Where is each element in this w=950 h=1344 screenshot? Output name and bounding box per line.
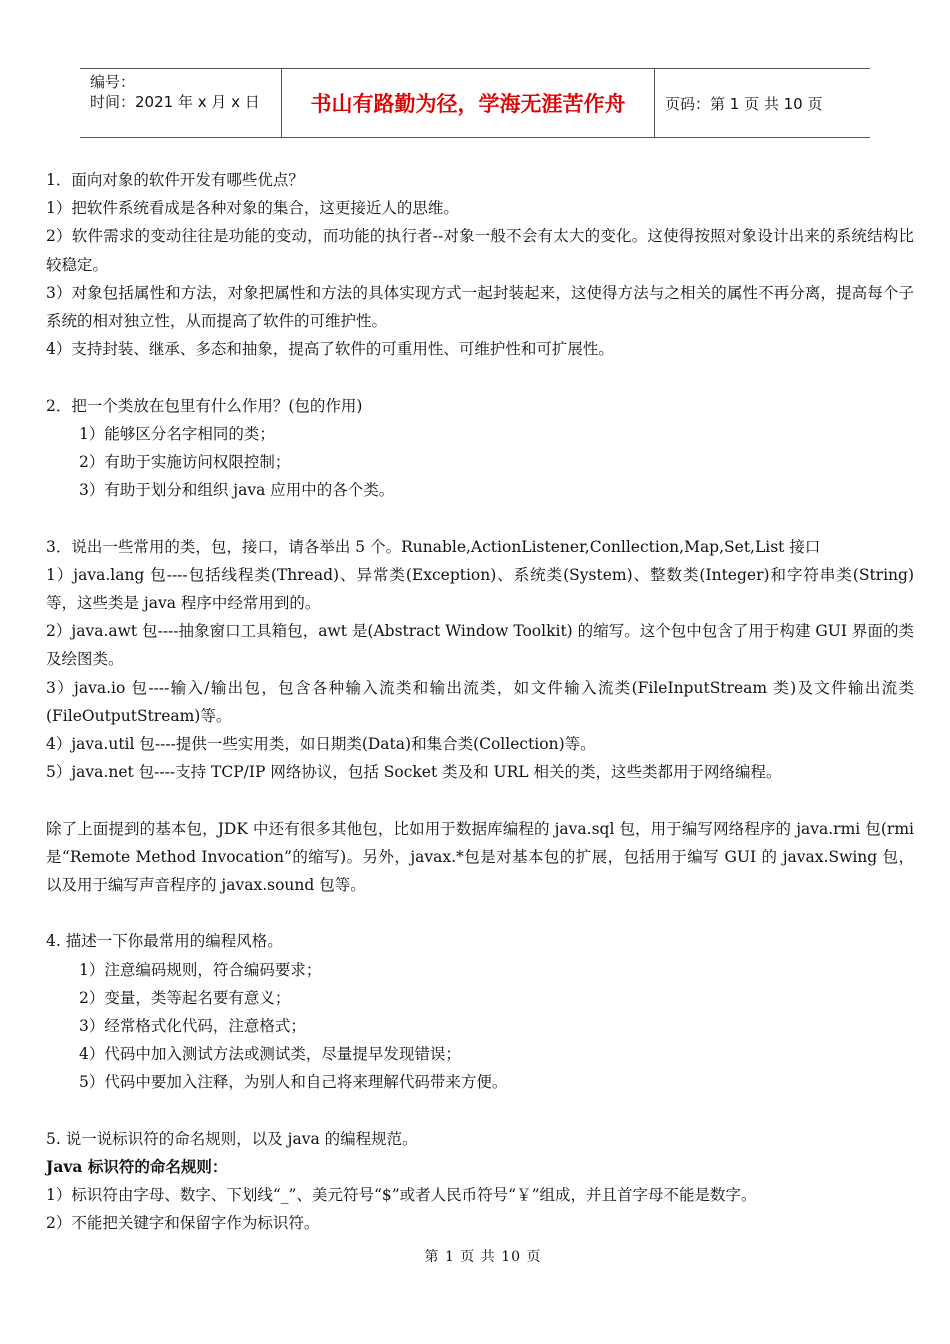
- q3-item: 1）java.lang 包----包括线程类(Thread)、异常类(Exception)、系统类(System)、整数类(Integer)和字符串类(String)等，这些类是 java 程序中经常用到的。: [46, 565, 914, 613]
- q4-item: 1）注意编码规则，符合编码要求；: [79, 960, 322, 979]
- q2-item: 1）能够区分名字相同的类；: [79, 424, 275, 443]
- header-meta: [80, 69, 282, 137]
- q5-title: 5. 说一说标识符的命名规则，以及 java 的编程规范。: [46, 1129, 418, 1148]
- q3-item: 4）java.util 包----提供一些实用类，如日期类(Data)和集合类(Collection)等。: [46, 735, 596, 754]
- q5-subtitle: [46, 1153, 914, 1181]
- page-header: [80, 68, 870, 138]
- q1-title: 1．面向对象的软件开发有哪些优点？: [46, 171, 304, 189]
- q3-item: 2）java.awt 包----抽象窗口工具箱包，awt 是(Abstract Window Toolkit) 的缩写。这个包中包含了用于构建 GUI 界面的类及绘图类。: [46, 622, 914, 669]
- q3-item: 3）java.io 包----输入/输出包，包含各种输入流类和输出流类，如文件输入流类(FileInputStream 类)及文件输出流类(FileOutputStream)等。: [46, 678, 914, 725]
- q4-title: 4. 描述一下你最常用的编程风格。: [46, 932, 283, 951]
- q3-title: 3．说出一些常用的类，包，接口，请各举出 5 个。Runable,ActionListener,Conllection,Map,Set,List 接口: [46, 537, 821, 556]
- q4-item: 2）变量，类等起名要有意义；: [79, 988, 291, 1007]
- q4-item: 5）代码中要加入注释，为别人和自己将来理解代码带来方便。: [79, 1073, 508, 1092]
- q5-item: 1）标识符由字母、数字、下划线“_”、美元符号“$”或者人民币符号“￥”组成，并且首字母不能是数字。: [46, 1186, 757, 1205]
- document-body: [46, 166, 914, 1238]
- q3-extra-paragraph: 除了上面提到的基本包，JDK 中还有很多其他包，比如用于数据库编程的 java.sql 包，用于编写网络程序的 java.rmi 包(rmi 是“Remote Method Invocation”的缩写)。另外，javax.*包是对基本包的扩展，包括用于编写 GUI 的 javax.Swing 包，以及用于编写声音程序的 javax.sound 包等。: [46, 819, 914, 895]
- q4-item: 3）经常格式化代码，注意格式；: [79, 1017, 306, 1036]
- q3-item: 5）java.net 包----支持 TCP/IP 网络协议，包括 Socket 类及和 URL 相关的类，这些类都用于网络编程。: [46, 763, 782, 782]
- q1-item: 1）把软件系统看成是各种对象的集合，这更接近人的思维。: [46, 199, 459, 218]
- q1-item: 3）对象包括属性和方法，对象把属性和方法的具体实现方式一起封装起来，这使得方法与之相关的属性不再分离，提高每个子系统的相对独立性，从而提高了软件的可维护性。: [46, 283, 914, 331]
- q5-subtitle-text: Java 标识符的命名规则：: [46, 1157, 228, 1177]
- header-motto: 书山有路勤为径，学海无涯苦作舟: [282, 69, 655, 137]
- header-number: 编号：: [90, 73, 136, 91]
- q2-item: 2）有助于实施访问权限控制；: [79, 453, 291, 472]
- q5-item: 2）不能把关键字和保留字作为标识符。: [46, 1214, 320, 1233]
- header-page-number: 页码：第 1 页 共 10 页: [665, 94, 823, 113]
- q1-item: 4）支持封装、继承、多态和抽象，提高了软件的可重用性、可维护性和可扩展性。: [46, 340, 614, 359]
- header-time: 时间：2021 年 x 月 x 日: [90, 93, 260, 111]
- q2-title: 2．把一个类放在包里有什么作用？(包的作用): [46, 396, 363, 415]
- page-footer: 第 1 页 共 10 页: [424, 1249, 542, 1265]
- q2-item: 3）有助于划分和组织 java 应用中的各个类。: [79, 481, 395, 500]
- q1-item: 2）软件需求的变动往往是功能的变动，而功能的执行者--对象一般不会有太大的变化。这使得按照对象设计出来的系统结构比较稳定。: [46, 227, 914, 274]
- q4-item: 4）代码中加入测试方法或测试类，尽量提早发现错误；: [79, 1045, 461, 1064]
